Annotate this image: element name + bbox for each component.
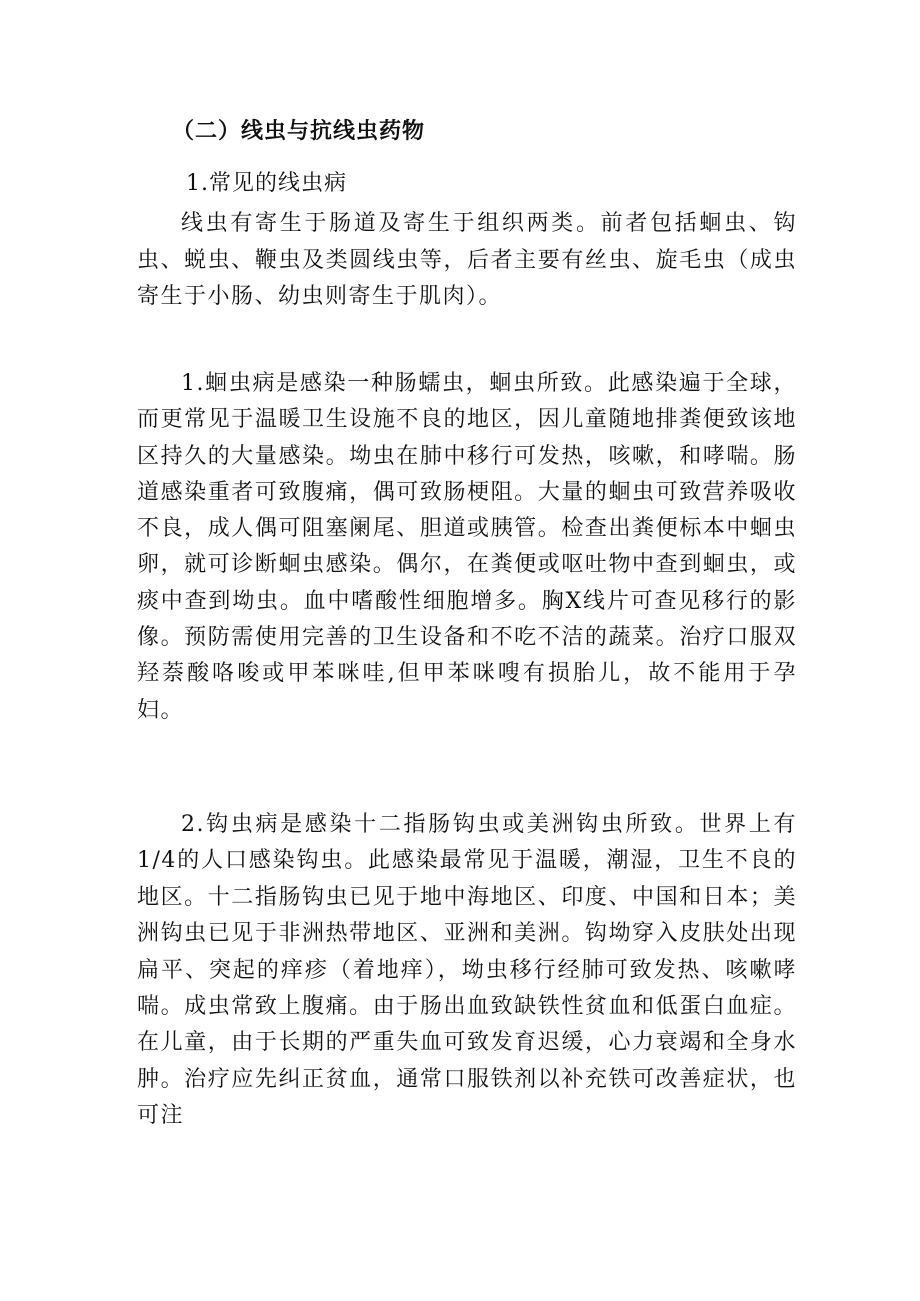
paragraph-hookworm: 2.钩虫病是感染十二指肠钩虫或美洲钩虫所致。世界上有1/4的人口感染钩虫。此感染最常见于温暖，潮湿，卫生不良的地区。十二指肠钩虫已见于地中海地区、印度、中国和日本；美洲钩虫已见于非洲热带地区、亚洲和美洲。钩坳穿入皮肤处出现扁平、突起的痒疹（着地痒），坳虫移行经肺可致发热、咳嗽哮喘。成虫常致上腹痛。由于肠出血致缺铁性贫血和低蛋白血症。在儿童，由于长期的严重失血可致发育迟缓，心力衰竭和全身水肿。治疗应先纠正贫血，通常口服铁剂以补充铁可改善症状，也可注	[137, 812, 797, 1129]
paragraph-ascariasis: 1.蛔虫病是感染一种肠蠕虫，蛔虫所致。此感染遍于全球，而更常见于温暖卫生设施不良的地区，因儿童随地排粪便致该地区持久的大量感染。坳虫在肺中移行可发热，咳嗽，和哮喘。肠道感染重者可致腹痛，偶可致肠梗阻。大量的蛔虫可致营养吸收不良，成人偶可阻塞阑尾、胆道或胰管。检查出粪便标本中蛔虫卵，就可诊断蛔虫感染。偶尔，在粪便或呕吐物中查到蛔虫，或痰中查到坳虫。血中嗜酸性细胞增多。胸X线片可查见移行的影像。预防需使用完善的卫生设备和不吃不洁的蔬菜。治疗口服双羟萘酸咯唆或甲苯咪哇,但甲苯咪嗖有损胎儿，故不能用于孕妇。	[137, 371, 797, 723]
paragraph-intro: 线虫有寄生于肠道及寄生于组织两类。前者包括蛔虫、钩虫、蜕虫、鞭虫及类圆线虫等，后者主要有丝虫、旋毛虫（成虫寄生于小肠、幼虫则寄生于肌肉）。	[137, 211, 797, 309]
section-heading: （二）线虫与抗线虫药物	[172, 119, 426, 144]
subsection-heading: 1.常见的线虫病	[186, 171, 347, 196]
